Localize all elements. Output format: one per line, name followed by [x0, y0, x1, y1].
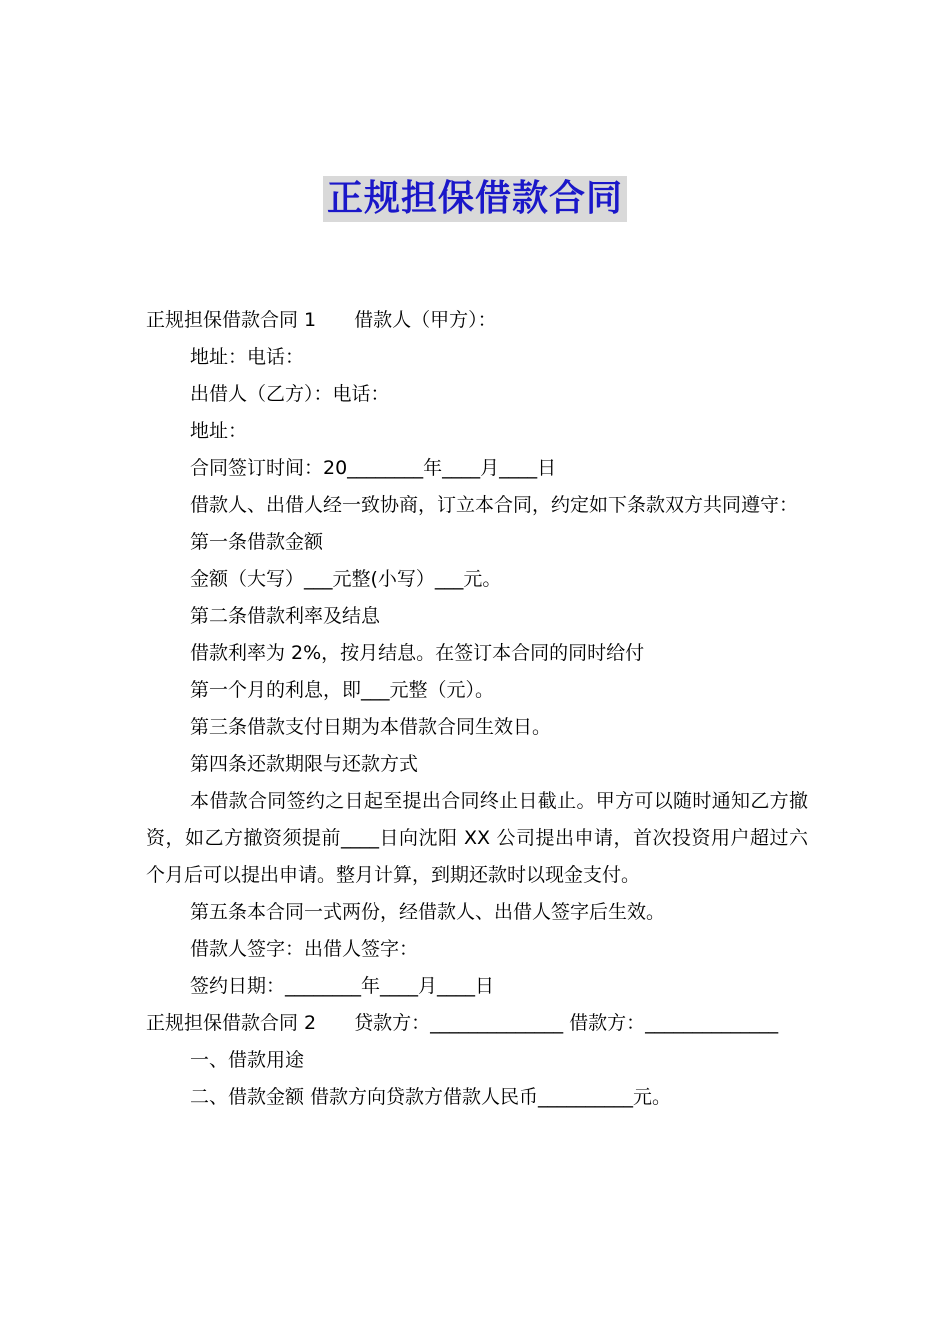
paragraph-7: 第一条借款金额	[190, 531, 324, 553]
paragraph-15: 第五条本合同一式两份，经借款人、出借人签字后生效。	[190, 901, 666, 923]
paragraph-12: 第三条借款支付日期为本借款合同生效日。	[190, 716, 552, 738]
paragraph-8: 金额（大写）___元整(小写）___元。	[190, 568, 502, 590]
paragraph-1: 正规担保借款合同 1 借款人（甲方）：	[146, 309, 497, 331]
paragraph-14: 本借款合同签约之日起至提出合同终止日截止。甲方可以随时通知乙方撤资，如乙方撤资须提前____日向沈阳 XX 公司提出申请，首次投资用户超过六个月后可以提出申请。整月计算，到期还款时以现金支付。	[146, 790, 808, 886]
title-container	[0, 176, 950, 222]
paragraph-9: 第二条借款利率及结息	[190, 605, 381, 627]
document-body	[146, 302, 808, 1116]
paragraph-19: 一、借款用途	[190, 1049, 305, 1071]
paragraph-10: 借款利率为 2%，按月结息。在签订本合同的同时给付	[190, 642, 645, 664]
document-title: 正规担保借款合同	[323, 176, 627, 222]
paragraph-4: 地址：	[190, 420, 248, 442]
paragraph-3: 出借人（乙方）：电话：	[190, 383, 390, 405]
paragraph-2: 地址：电话：	[190, 346, 305, 368]
paragraph-20: 二、借款金额 借款方向贷款方借款人民币__________元。	[190, 1086, 672, 1108]
paragraph-11: 第一个月的利息，即___元整（元）。	[190, 679, 495, 701]
paragraph-6: 借款人、出借人经一致协商，订立本合同，约定如下条款双方共同遵守：	[190, 494, 799, 516]
paragraph-16: 借款人签字：出借人签字：	[190, 938, 419, 960]
paragraph-13: 第四条还款期限与还款方式	[190, 753, 419, 775]
paragraph-5: 合同签订时间：20________年____月____日	[190, 457, 557, 479]
paragraph-18: 正规担保借款合同 2 贷款方：______________ 借款方：______________	[146, 1012, 779, 1034]
paragraph-17: 签约日期：________年____月____日	[190, 975, 495, 997]
